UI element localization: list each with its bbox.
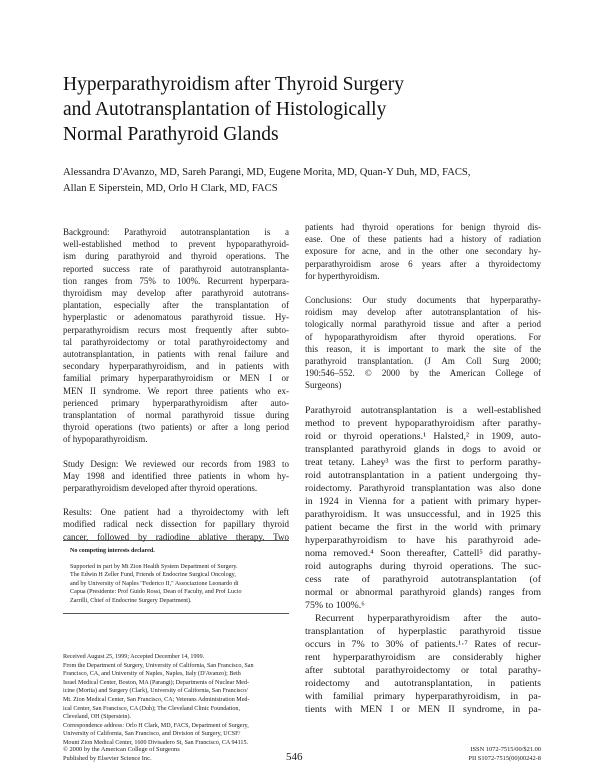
- text-line: rent hyperparathyroidism are considerably higher: [305, 651, 541, 663]
- text-line: secondary hyperparathyroidism, and in patients with: [63, 361, 289, 372]
- text-line: Results: One patient had a thyroidectomy with left: [63, 507, 289, 518]
- text-line: roid or thyroid operations.¹ Halsted,² in 1909, auto-: [305, 430, 541, 442]
- text-line: May 1998 and identified three patients in whom hy-: [63, 470, 289, 481]
- text-line: well-established method to prevent hypoparathyroid-: [63, 239, 289, 250]
- footer-line: ISSN 1072-7515/00/$21.00: [470, 746, 541, 753]
- right-column: [305, 221, 541, 716]
- funding-line: Zarrilli, Chief of Endocrine Surgery Department).: [70, 597, 192, 604]
- note-line: Received August 25, 1999; Accepted December 14, 1999.: [63, 654, 205, 660]
- text-line: with familial primary hyperparathyroidism, in pa-: [305, 690, 541, 702]
- text-line: thyroidism may develop after parathyroid autotrans-: [63, 288, 289, 299]
- text-line: treat tetany. Lahey³ was the first to perform parathy-: [305, 456, 541, 468]
- text-line: perparathyroidism arose 6 years after a thyroidectomy: [305, 258, 541, 269]
- text-line: parathyroidism. It was unsuccessful, and in 1925 this: [305, 508, 541, 520]
- text-line: noma removed.⁴ Soon thereafter, Cattell⁵ did parathy-: [305, 547, 541, 559]
- text-line: perparathyroidism developed after thyroid operations.: [63, 483, 258, 494]
- body-paragraph-1: [305, 404, 541, 612]
- author-line: Alessandra D'Avanzo, MD, Sareh Parangi, MD, Eugene Morita, MD, Quan-Y Duh, MD, FACS,: [63, 167, 471, 178]
- note-line: ical Center, San Francisco, CA (Duh); The Cleveland Clinic Foundation,: [63, 705, 241, 712]
- author-list: [63, 165, 543, 197]
- funding-line: and by University of Naples "Federico II," Associazione Leonardo di: [70, 580, 239, 587]
- text-line: after subtotal parathyroidectomy or total parathy-: [305, 664, 541, 676]
- text-line: cess rate of parathyroid autotransplantation (of: [305, 573, 541, 585]
- note-line: From the Department of Surgery, University of California, San Francisco, San: [63, 662, 254, 669]
- abstract-conclusions: [305, 294, 541, 392]
- body-paragraph-2: [305, 612, 541, 716]
- text-line: of hypoparathyroidism after thyroid operations. For: [305, 331, 541, 342]
- text-line: Surgeons): [305, 380, 342, 391]
- text-line: Conclusions: Our study documents that hyperparathy-: [305, 295, 541, 306]
- text-line: method to prevent hypoparathyroidism after parathy-: [305, 417, 541, 429]
- text-line: tologically normal parathyroid tissue and after a period: [305, 319, 541, 330]
- funding-line: Supported in part by Mt Zion Health System Department of Surgery.: [70, 563, 238, 570]
- footer-issn: [468, 746, 541, 763]
- text-line: roidectomy. Parathyroid transplantation was also done: [305, 482, 541, 494]
- text-line: MEN II syndrome. We report three patients who ex-: [63, 385, 289, 396]
- footer-line: Published by Elsevier Science Inc.: [63, 754, 152, 762]
- text-line: roid autotransplantation in a patient undergoing thy-: [305, 469, 541, 481]
- text-line: plantation, especially after the transplantation of: [63, 300, 289, 311]
- note-line: Israel Medical Center, Boston, MA (Parangi); Departments of Nuclear Med-: [63, 679, 250, 686]
- text-line: Background: Parathyroid autotransplantation is a: [63, 227, 289, 237]
- note-line: Francisco, CA, and University of Naples, Naples, Italy (D'Avanzo); Beth: [63, 671, 241, 678]
- text-line: ease. One of these patients had a history of radiation: [305, 234, 541, 245]
- text-line: this reason, it is important to mark the site of the: [305, 343, 541, 354]
- text-line: thyroid operations (two patients) or after a long period: [63, 422, 289, 433]
- author-line: Allan E Siperstein, MD, Orlo H Clark, MD, FACS: [63, 183, 278, 194]
- text-line: modified radical neck dissection for papillary thyroid: [63, 519, 289, 530]
- text-line: Recurrent hyperparathyroidism after the auto-: [315, 612, 541, 624]
- text-line: Study Design: We reviewed our records from 1983 to: [63, 458, 289, 469]
- text-line: Parathyroid autotransplantation is a well-established: [305, 404, 541, 416]
- text-line: exposure for acne, and in the other one secondary hy-: [305, 246, 541, 257]
- text-line: patients had thyroid operations for benign thyroid dis-: [305, 222, 541, 232]
- footer-copyright: [63, 746, 180, 763]
- page-number: 546: [286, 751, 303, 763]
- text-line: patient became the first in the world with primary: [305, 521, 541, 533]
- footer-line: PII S1072-7515(00)00242-8: [468, 754, 541, 762]
- note-line: icine (Morita) and Surgery (Clark), University of California, San Francisco/: [63, 688, 248, 695]
- note-line: Mt. Zion Medical Center, San Francisco, CA; Veterans Administration Med-: [63, 696, 250, 703]
- text-line: hyperparathyroidism to have his parathyroid ade-: [305, 534, 541, 546]
- text-line: roidectomy and autotransplantation, in patients: [305, 677, 541, 689]
- abstract-results: [63, 506, 289, 543]
- abstract-results-continued: [305, 221, 541, 282]
- title-line: Normal Parathyroid Glands: [63, 124, 279, 145]
- text-line: tients with MEN I or MEN II syndrome, in pa-: [305, 703, 541, 715]
- text-line: reported success rate of parathyroid autotransplanta-: [63, 263, 289, 274]
- text-line: transplantation of hyperplastic parathyroid tissue: [305, 625, 541, 637]
- text-line: 190:546–552. © 2000 by the American College of: [305, 368, 541, 379]
- article-title: [63, 72, 503, 147]
- footer-line: © 2000 by the American College of Surgeons: [63, 746, 180, 753]
- title-line: Hyperparathyroidism after Thyroid Surgery: [63, 74, 404, 95]
- text-line: normal or abnormal parathyroid glands) ranges from: [305, 586, 541, 598]
- funding-line: The Edwin H Zeller Fund, Friends of Endocrine Surgical Oncology,: [70, 572, 236, 579]
- competing-interests-heading: No competing interests declared.: [70, 548, 155, 554]
- abstract-background: [63, 226, 289, 446]
- note-line: Correspondence address: Orlo H Clark, MD, FACS, Department of Surgery,: [63, 722, 249, 729]
- abstract-study-design: [63, 458, 289, 495]
- text-line: 75% to 100%.⁶: [305, 599, 365, 611]
- text-line: transplantation of normal parathyroid tissue during: [63, 410, 289, 421]
- text-line: tal parathyroidectomy or total parathyroidectomy and: [63, 336, 289, 347]
- text-line: tion ranges from 75% to 100%. Recurrent hyperpara-: [63, 275, 289, 286]
- note-line: Cleveland, OH (Siperstein).: [63, 714, 132, 721]
- text-line: of hypoparathyroidism.: [63, 434, 148, 445]
- note-line: Mount Zion Medical Center, 1600 Divisadero St, San Francisco, CA 94115.: [63, 739, 249, 746]
- text-line: hyperplastic or adenomatous parathyroid tissue. Hy-: [63, 312, 289, 323]
- note-line: University of California, San Francisco, and Division of Surgery, UCSF/: [63, 731, 241, 738]
- article-notes: [63, 653, 289, 748]
- text-line: roidism may develop after autotransplantation of his-: [305, 307, 541, 318]
- text-line: familial primary hyperparathyroidism or MEN I or: [63, 373, 289, 384]
- text-line: parathyroid transplantation. (J Am Coll Surg 2000;: [305, 356, 541, 367]
- text-line: perienced primary hyperparathyroidism after auto-: [63, 397, 289, 408]
- text-line: roid autographs during thyroid operations. The suc-: [305, 560, 541, 572]
- text-line: occurs in 7% to 30% of patients.¹·⁷ Rates of recur-: [305, 638, 541, 650]
- text-line: cancer, followed by radiodine ablative therapy. Two: [63, 531, 289, 542]
- title-line: and Autotransplantation of Histologically: [63, 99, 387, 120]
- text-line: autotransplantation, in patients with renal failure and: [63, 349, 289, 360]
- abstract-left-column: [63, 226, 289, 543]
- text-line: transplanted parathyroid glands in dogs to avoid or: [305, 443, 541, 455]
- text-line: perparathyroidism recurs most frequently after subto-: [63, 324, 289, 335]
- text-line: ism during parathyroid and thyroid operations. The: [63, 251, 289, 262]
- funding-line: Capua (Presidente: Prof Guido Rossi, Dean of Faculty, and Prof Lucio: [70, 589, 242, 596]
- text-line: in 1924 in Vienna for a patient with primary hyper-: [305, 495, 541, 507]
- text-line: for hyperthyroidism.: [305, 270, 380, 281]
- competing-interests-box: [63, 540, 289, 614]
